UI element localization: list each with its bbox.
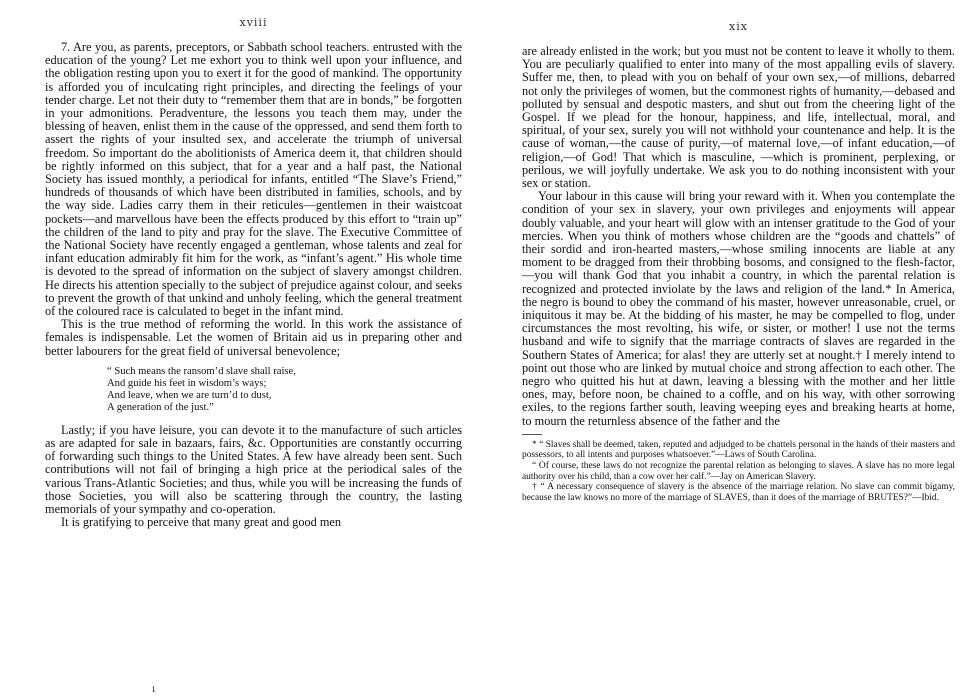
right-paragraph-1: are already enlisted in the work; but you must not be content to leave it wholly to them. You are peculiarly qualified to enter into many of the most appalling evils of slavery. Suffer me, then, to plead with you on behalf of your own sex,—of millions, debarred not only the privileges of women, but the commonest rights of humanity,—debased and polluted by sensual and despotic masters, and shut out from the cheering light of the Gospel. If we plead for the honour, happiness, and life, intellectual, moral, and spiritual, of your sex, surely you will not withhold your countenance and help. It is the cause of woman,—the cause of purity,—of maternal love,—of infant education,—of religion,—of God! That which is masculine, —which is prominent, perplexing, or perilous, we will joyfully undertake. We ask you to do nothing inconsistent with your sex or station. xyxy=(522,44,955,191)
left-paragraph-2: This is the true method of reforming the world. In this work the assistance of females is indispensable. Let the women of Britain aid us in preparing other and better labourers for the great field of universal benevolence; xyxy=(45,317,462,358)
page-number-right: xix xyxy=(729,20,748,33)
right-paragraph-2: Your labour in this cause will bring your reward with it. When you contemplate the condition of your sex in slavery, your own privileges and enjoyments will appear doubly valuable, and your heart will glow with an intenser gratitude to the God of your mercies. When you think of mothers whose children are the “goods and chattels” of their sordid and iron-hearted masters,—whose smiling innocents are liable at any moment to be dragged from their throbbing bosoms, and consigned to the flesh-factor,—you will thank God that you inhabit a country, in which the parental relation is recognized and protected inviolate by the laws and religion of the land.* In America, the negro is bound to obey the command of his master, however unreasonable, cruel, or iniquitous it may be. At the bidding of his master, he may be compelled to flog, under circumstances the most revolting, his wife, or sister, or mother! I use not the terms husband and wife to signify that the marriage contracts of slaves are regarded in the Southern States of America; for alas! they are utterly set at nought.† I merely intend to point out those who are linked by mutual choice and strong affection to each other. The negro who quitted his hut at dawn, leaving a blessing with the mother and her little ones, may, before noon, be chained to a coffle, and on his way, with other sorrowing exiles, to the regions farther south, leaving weeping eyes and breaking hearts at home, to mourn the returnless absence of the father and the xyxy=(522,189,955,428)
right-page xyxy=(490,0,980,700)
footnote-3: † “ A necessary consequence of slavery is the absence of the marriage relation. No slave can commit bigamy, because the law knows no more of the marriage of SLAVES, than it does of the marriage of BRUTES?”—Ibid. xyxy=(522,482,955,503)
left-paragraph-4: It is gratifying to perceive that many great and good men xyxy=(61,515,342,530)
left-paragraph-1: 7. Are you, as parents, preceptors, or Sabbath school teachers. entrusted with the education of the young? Let me exhort you to think well upon your influence, and the obligation resting upon you to exert it for the good of mankind. The opportunity is afforded you of inculcating right principles, and directing the feelings of your tender charge. Let not their duty to “remember them that are in bonds,” be forgotten in your admonitions. Peradventure, the lessons you teach them may, under the blessing of heaven, enlist them in the cause of the oppressed, and send them forth to assert the rights of your insulted sex, and accelerate the triumph of universal freedom. So important do the abolitionists of America deem it, that children should be rightly informed on this subject, that for a year and a half past, the National Society has issued monthly, a periodical for infants, entitled “The Slave’s Friend,” hundreds of thousands of which have been distributed in families, schools, and by the way side. Ladies carry them in their reticules—gentlemen in their waistcoat pockets—and marvellous have been the effects produced by this effort to “train up” the children of the land to pity and pray for the slave. The Executive Committee of the National Society have recently engaged a gentleman, whose talents and zeal for infant education admirably fit him for the work, as “infant’s agent.” His whole time is devoted to the spread of information on the subject of slavery amongst children. He directs his attention specially to the subject of prejudice against colour, and seeks to prevent the growth of that unkind and unholy feeling, which the general treatment of the coloured race is calculated to beget in the infant mind. xyxy=(45,40,462,319)
footnote-rule xyxy=(522,434,542,435)
stray-print-mark: ı xyxy=(152,684,156,695)
footnote-1: * “ Slaves shall be deemed, taken, reputed and adjudged to be chattels personal in the hands of their masters and possessors, to all intents and purposes whatsoever.”—Laws of South Carolina. xyxy=(522,439,955,461)
poem-line: A generation of the just.” xyxy=(107,401,214,413)
poem-line: And leave, when we are turn’d to dust, xyxy=(107,389,272,401)
footnote-2: “ Of course, these laws do not recognize the parental relation as belonging to slaves. A slave has no more legal authority over his child, than a cow over her calf.”—Jay on American Slavery. xyxy=(522,461,955,482)
poem-quote xyxy=(107,366,462,414)
page-number-left: xviii xyxy=(239,16,268,29)
poem-line: “ Such means the ransom’d slave shall raise, xyxy=(107,365,296,377)
poem-line: And guide his feet in wisdom’s ways; xyxy=(107,377,267,389)
left-paragraph-3: Lastly; if you have leisure, you can devote it to the manufacture of such articles as are adapted for sale in bazaars, fairs, &c. Opportunities are constantly occurring of forwarding such things to the United States. A few have already been sent. Such contributions will not fail of bringing a high price at the periodical sales of the various Trans-Atlantic Societies; and thus, while you will be increasing the funds of those Societies, you will also be scattering through the country, the lasting memorials of your sympathy and co-operation. xyxy=(45,422,462,517)
